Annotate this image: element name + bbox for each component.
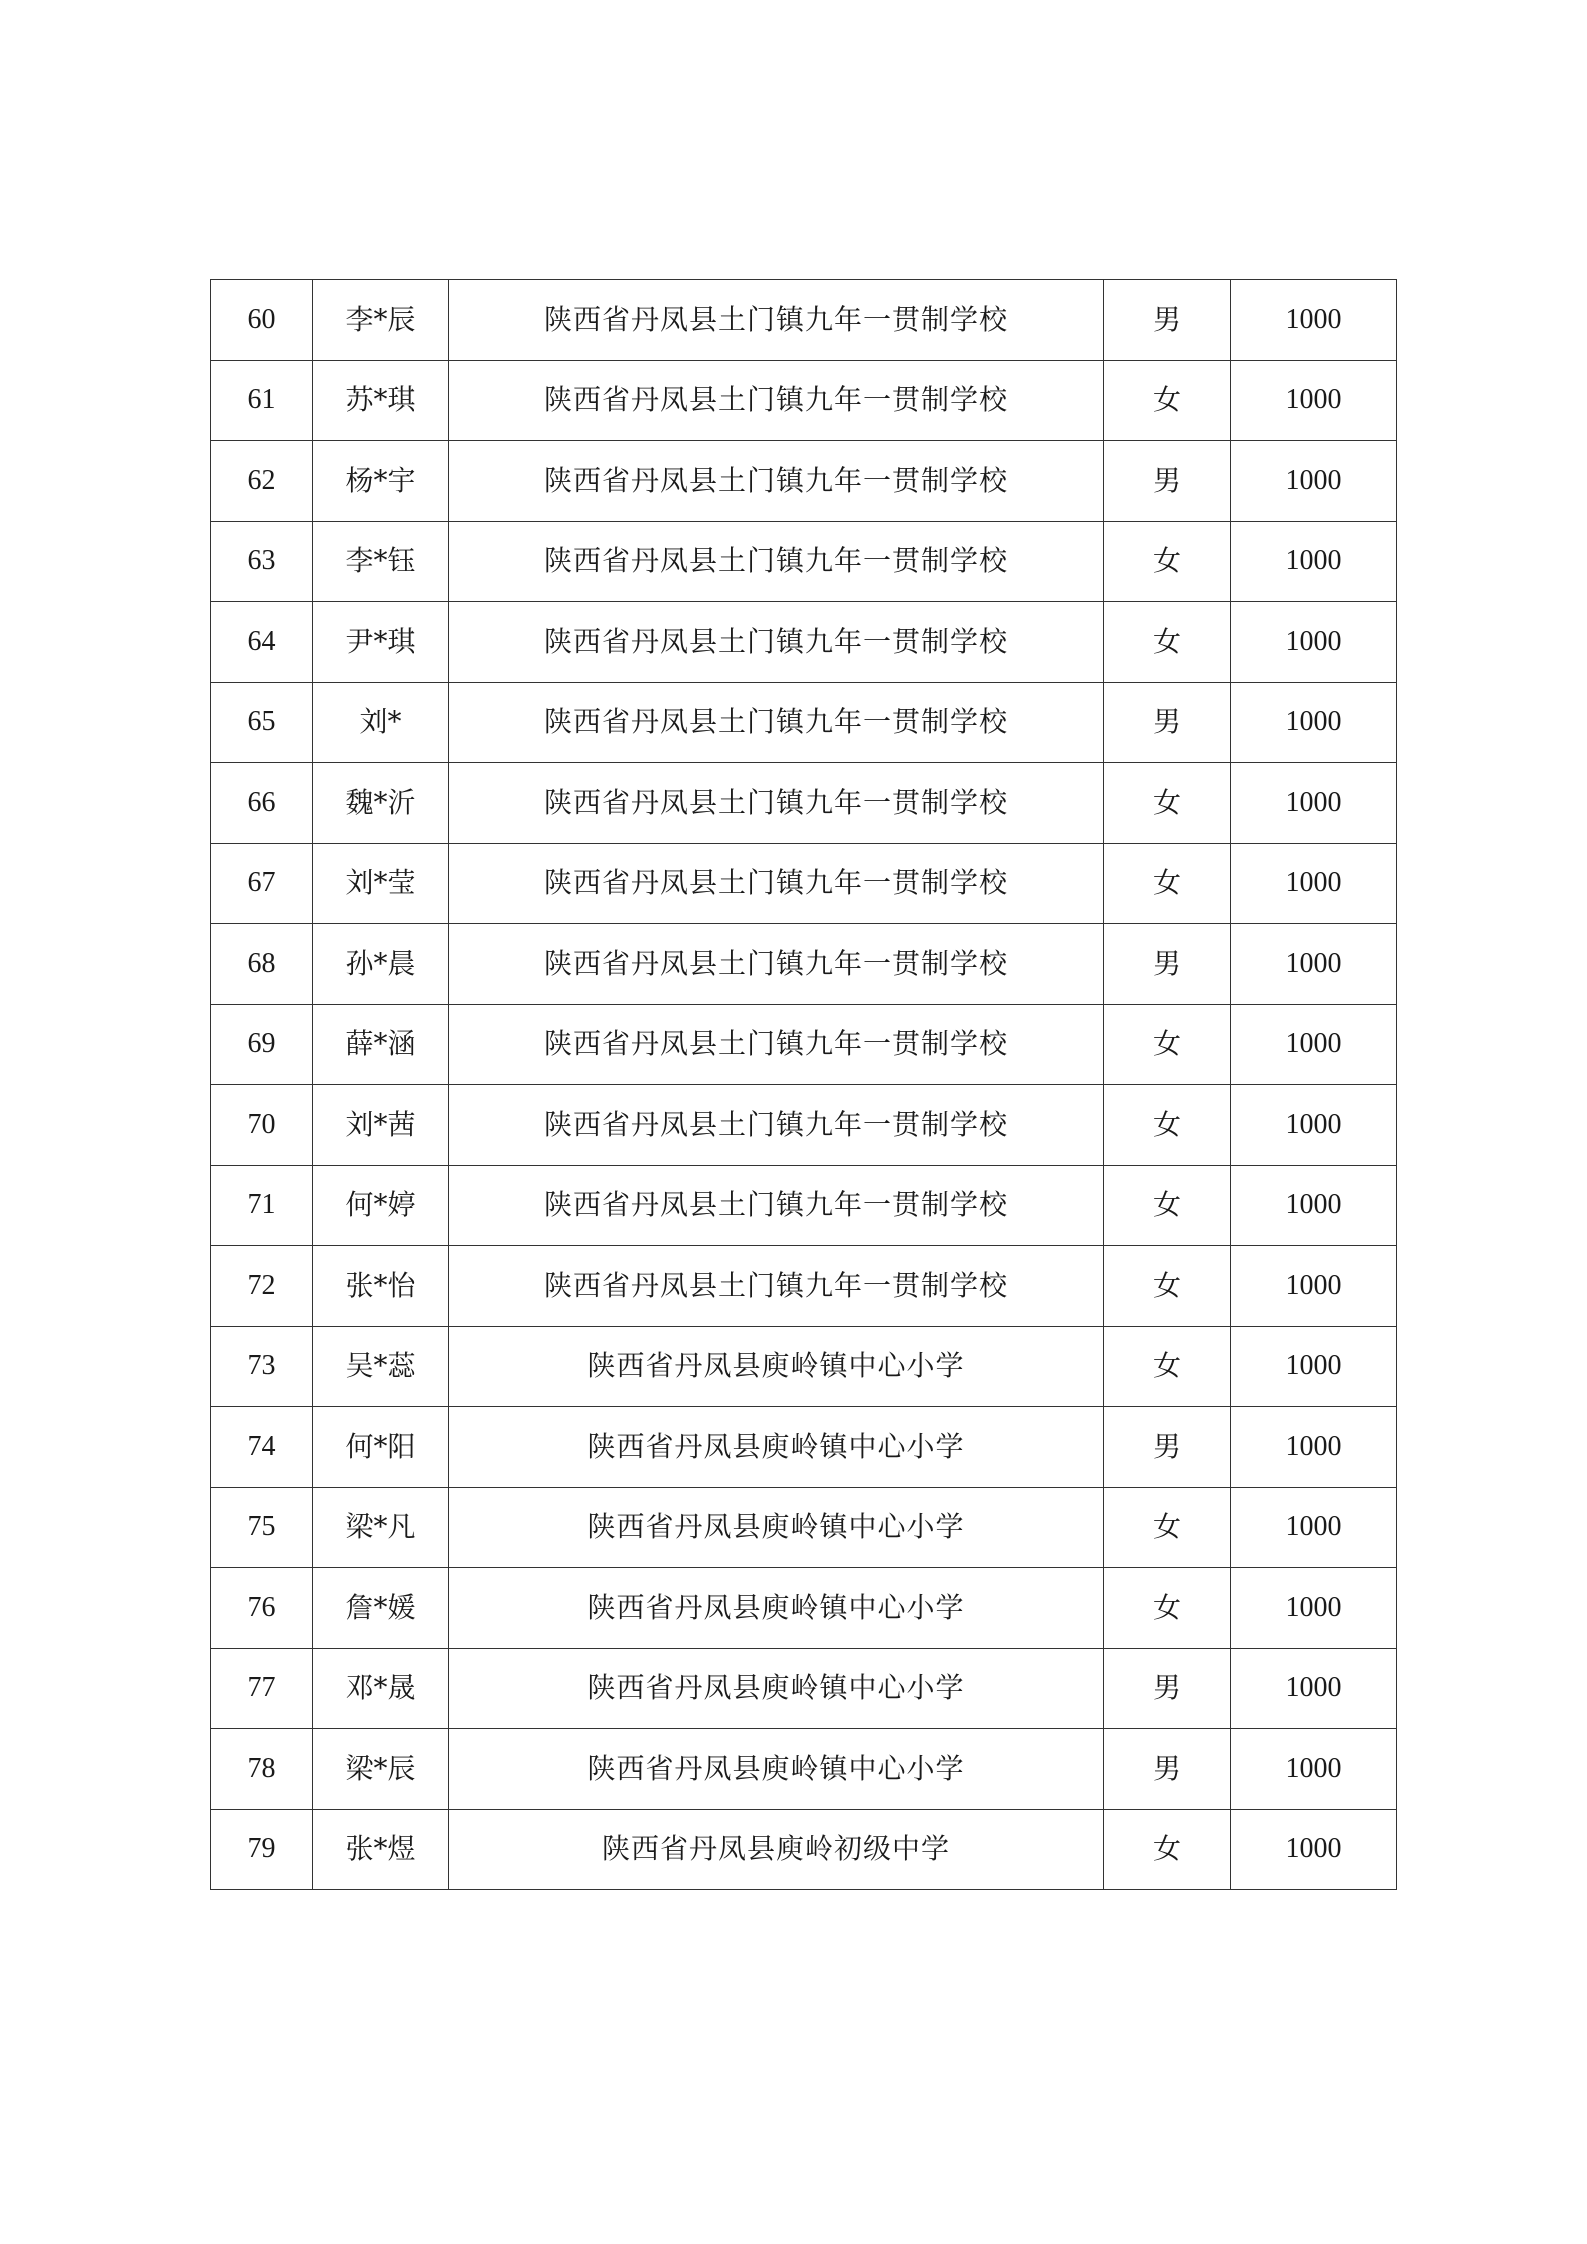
student-gender: 男 [1104,280,1231,361]
award-amount: 1000 [1231,1004,1397,1085]
student-gender: 女 [1104,1085,1231,1166]
row-number: 75 [211,1487,313,1568]
table-row [211,1407,1397,1488]
school-name: 陕西省丹凤县庾岭初级中学 [449,1809,1104,1890]
table-row [211,602,1397,683]
table-row [211,360,1397,441]
school-name: 陕西省丹凤县土门镇九年一贯制学校 [449,360,1104,441]
award-amount: 1000 [1231,843,1397,924]
student-gender: 女 [1104,1246,1231,1327]
student-gender: 女 [1104,763,1231,844]
school-name: 陕西省丹凤县庾岭镇中心小学 [449,1648,1104,1729]
student-name: 李*钰 [313,521,449,602]
row-number: 78 [211,1729,313,1810]
school-name: 陕西省丹凤县庾岭镇中心小学 [449,1407,1104,1488]
student-name: 杨*宇 [313,441,449,522]
row-number: 77 [211,1648,313,1729]
school-name: 陕西省丹凤县土门镇九年一贯制学校 [449,1085,1104,1166]
student-name: 何*阳 [313,1407,449,1488]
row-number: 66 [211,763,313,844]
table-row [211,1246,1397,1327]
table-row [211,843,1397,924]
award-amount: 1000 [1231,682,1397,763]
student-gender: 女 [1104,1165,1231,1246]
row-number: 65 [211,682,313,763]
student-gender: 女 [1104,1809,1231,1890]
student-gender: 女 [1104,1004,1231,1085]
award-amount: 1000 [1231,1246,1397,1327]
award-amount: 1000 [1231,1648,1397,1729]
school-name: 陕西省丹凤县土门镇九年一贯制学校 [449,1004,1104,1085]
row-number: 64 [211,602,313,683]
row-number: 61 [211,360,313,441]
table-row [211,521,1397,602]
student-name: 何*婷 [313,1165,449,1246]
award-amount: 1000 [1231,1326,1397,1407]
award-amount: 1000 [1231,441,1397,522]
student-name: 张*怡 [313,1246,449,1327]
student-name: 刘*莹 [313,843,449,924]
row-number: 70 [211,1085,313,1166]
student-name: 薛*涵 [313,1004,449,1085]
student-name: 梁*凡 [313,1487,449,1568]
student-name: 尹*琪 [313,602,449,683]
roster-body [211,280,1397,1890]
school-name: 陕西省丹凤县土门镇九年一贯制学校 [449,441,1104,522]
student-name: 梁*辰 [313,1729,449,1810]
student-name: 吴*蕊 [313,1326,449,1407]
student-name: 孙*晨 [313,924,449,1005]
table-row [211,1326,1397,1407]
student-gender: 女 [1104,1487,1231,1568]
school-name: 陕西省丹凤县土门镇九年一贯制学校 [449,280,1104,361]
table-row [211,924,1397,1005]
student-gender: 女 [1104,843,1231,924]
school-name: 陕西省丹凤县土门镇九年一贯制学校 [449,1246,1104,1327]
student-gender: 男 [1104,1648,1231,1729]
student-gender: 女 [1104,1568,1231,1649]
student-gender: 男 [1104,682,1231,763]
row-number: 60 [211,280,313,361]
row-number: 69 [211,1004,313,1085]
award-amount: 1000 [1231,1407,1397,1488]
row-number: 63 [211,521,313,602]
table-row [211,682,1397,763]
table-row [211,1085,1397,1166]
award-amount: 1000 [1231,1487,1397,1568]
school-name: 陕西省丹凤县土门镇九年一贯制学校 [449,763,1104,844]
award-amount: 1000 [1231,1085,1397,1166]
row-number: 71 [211,1165,313,1246]
row-number: 79 [211,1809,313,1890]
table-row [211,1165,1397,1246]
student-gender: 女 [1104,360,1231,441]
student-name: 刘*茜 [313,1085,449,1166]
student-roster-table [210,279,1397,1890]
table-row [211,441,1397,522]
school-name: 陕西省丹凤县土门镇九年一贯制学校 [449,843,1104,924]
row-number: 67 [211,843,313,924]
student-gender: 女 [1104,521,1231,602]
row-number: 73 [211,1326,313,1407]
table-row [211,1487,1397,1568]
award-amount: 1000 [1231,1568,1397,1649]
table-row [211,1568,1397,1649]
award-amount: 1000 [1231,521,1397,602]
award-amount: 1000 [1231,1729,1397,1810]
school-name: 陕西省丹凤县庾岭镇中心小学 [449,1568,1104,1649]
school-name: 陕西省丹凤县庾岭镇中心小学 [449,1729,1104,1810]
table-row [211,1648,1397,1729]
award-amount: 1000 [1231,1165,1397,1246]
row-number: 76 [211,1568,313,1649]
student-gender: 女 [1104,1326,1231,1407]
row-number: 62 [211,441,313,522]
award-amount: 1000 [1231,360,1397,441]
student-gender: 男 [1104,1407,1231,1488]
school-name: 陕西省丹凤县土门镇九年一贯制学校 [449,682,1104,763]
student-gender: 男 [1104,924,1231,1005]
award-amount: 1000 [1231,924,1397,1005]
student-gender: 男 [1104,441,1231,522]
school-name: 陕西省丹凤县土门镇九年一贯制学校 [449,924,1104,1005]
student-name: 苏*琪 [313,360,449,441]
table-row [211,280,1397,361]
school-name: 陕西省丹凤县土门镇九年一贯制学校 [449,1165,1104,1246]
award-amount: 1000 [1231,280,1397,361]
student-name: 张*煜 [313,1809,449,1890]
table-row [211,1729,1397,1810]
award-amount: 1000 [1231,1809,1397,1890]
award-amount: 1000 [1231,602,1397,683]
school-name: 陕西省丹凤县土门镇九年一贯制学校 [449,521,1104,602]
student-gender: 男 [1104,1729,1231,1810]
table-row [211,1809,1397,1890]
student-name: 魏*沂 [313,763,449,844]
student-name: 詹*媛 [313,1568,449,1649]
student-name: 李*辰 [313,280,449,361]
row-number: 74 [211,1407,313,1488]
school-name: 陕西省丹凤县庾岭镇中心小学 [449,1487,1104,1568]
student-name: 刘* [313,682,449,763]
student-gender: 女 [1104,602,1231,683]
school-name: 陕西省丹凤县庾岭镇中心小学 [449,1326,1104,1407]
table-row [211,1004,1397,1085]
table-row [211,763,1397,844]
row-number: 68 [211,924,313,1005]
award-amount: 1000 [1231,763,1397,844]
student-name: 邓*晟 [313,1648,449,1729]
row-number: 72 [211,1246,313,1327]
school-name: 陕西省丹凤县土门镇九年一贯制学校 [449,602,1104,683]
